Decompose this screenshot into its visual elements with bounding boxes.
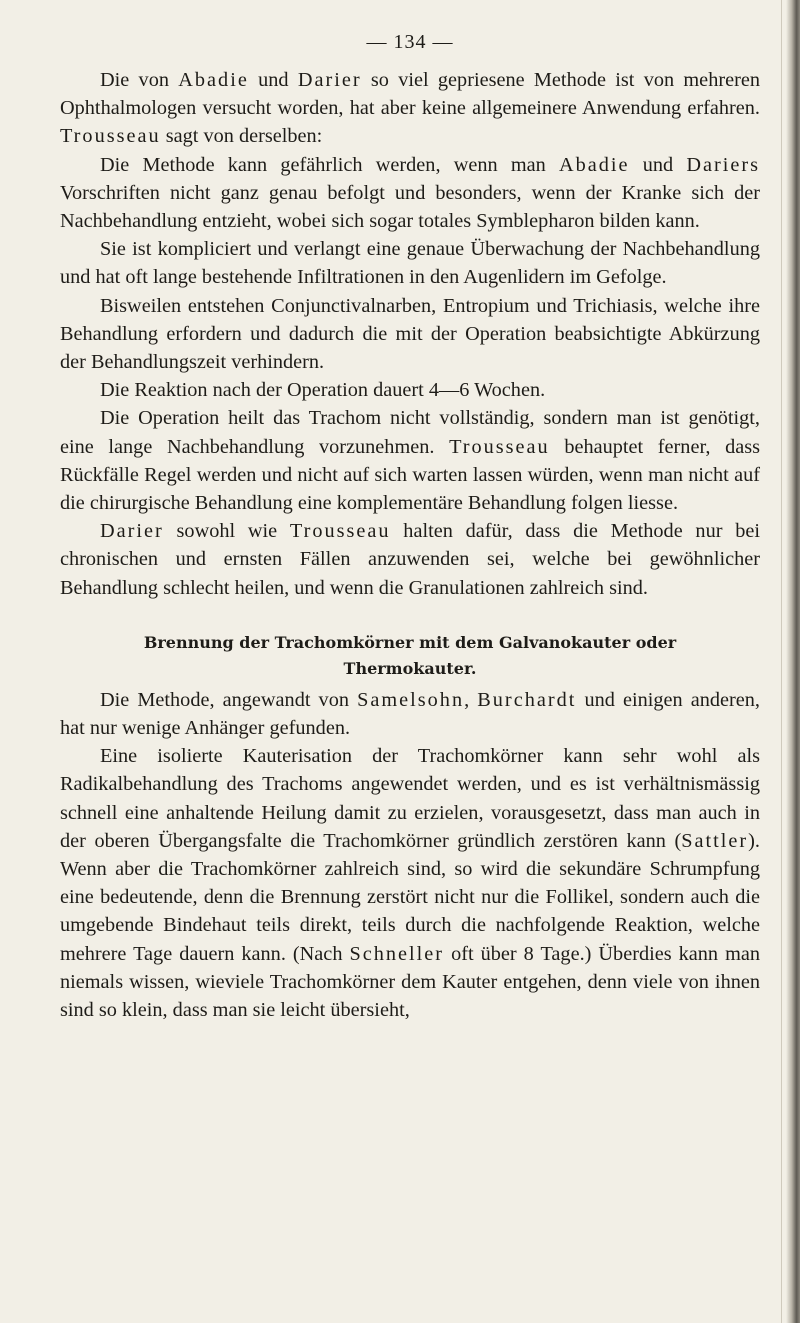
text-run: Vorschriften nicht ganz genau befolgt und besonders, wenn der Kranke sich der Nachbehandlung entzieht, wobei sich sogar totales Symblepharon bilden kann.: [60, 181, 760, 233]
author-name-trousseau: Trousseau: [449, 435, 550, 458]
paragraph-isolated-cauterisation: [60, 742, 760, 1024]
section-heading: [60, 630, 760, 682]
text-run: ). Wenn aber die Trachomkörner zahlreich sind, so wird die sekundäre Schrumpfung eine bedeutende, denn die Brennung zerstört nicht nur die Follikel, sondern auch die umgebende Bindehaut teils direkt, teils durch die nachfolgende Reaktion, welche mehrere Tage dauern kann. (Nach: [60, 829, 760, 965]
paragraph-incomplete-healing: [60, 404, 760, 517]
author-name-schneller: Schneller: [349, 942, 445, 965]
paragraph-abadie-darier-method: [60, 66, 760, 151]
paragraph-complications: Bisweilen entstehen Conjunctivalnarben, Entropium und Trichiasis, welche ihre Behandlung erfordern und dadurch die mit der Operation beabsichtigte Abkürzung der Behandlungszeit verhindern.: [60, 294, 760, 374]
text-run: Eine isolierte Kauterisation der Trachomkörner kann sehr wohl als Radikalbehandlung des Trachoms angewendet werden, und es ist verhältnismässig schnell eine anhaltende Heilung damit zu erzielen, vorausgesetzt, dass man auch in der oberen Übergangsfalte die Trachomkörner gründlich zerstören kann (: [60, 745, 760, 852]
text-run: Die Methode kann gefährlich werden, wenn man: [100, 153, 559, 176]
text-run: oft über 8 Tage.) Überdies kann man niemals wissen, wieviele Trachomkörner dem Kauter entgehen, denn viele von ihnen sind so klein, dass man sie leicht übersieht,: [60, 942, 760, 1022]
section-heading-line: Thermokauter.: [343, 658, 477, 678]
paragraph-indication: [60, 517, 760, 602]
author-name-darier: Darier: [100, 520, 164, 543]
author-name-samelsohn: Samelsohn: [357, 688, 465, 711]
author-name-abadie: Abadie: [178, 69, 249, 91]
author-name-abadie: Abadie: [558, 153, 630, 176]
author-name-trousseau: Trousseau: [289, 520, 391, 543]
text-run: ,: [464, 688, 478, 711]
section-heading-line: Brennung der Trachomkörner mit dem Galvanokauter oder: [143, 632, 677, 652]
author-name-burchardt: Burchardt: [477, 688, 577, 711]
page-number: — 134 —: [366, 31, 454, 53]
text-run: halten dafür, dass die Methode nur bei chronischen und ernsten Fällen anzuwenden sei, welche bei gewöhnlicher Behandlung schlecht heilen, und wenn die Granulationen zahlreich sind.: [60, 520, 760, 599]
text-run: sagt von derselben:: [160, 125, 323, 148]
author-name-darier: Darier: [297, 69, 362, 91]
text-run: sowohl wie: [163, 520, 290, 543]
author-name-trousseau: Trousseau: [60, 125, 161, 148]
paragraph-reaction-duration: Die Reaktion nach der Operation dauert 4—6 Wochen.: [100, 379, 546, 402]
text-run: Die Operation heilt das Trachom nicht vollständig, sondern man ist genötigt, eine lange Nachbehandlung vorzunehmen.: [60, 407, 760, 458]
text-run: und: [248, 69, 298, 91]
paragraph-complicated: Sie ist kompliciert und verlangt eine genaue Überwachung der Nachbehandlung und hat oft lange bestehende Infiltrationen in den Augenlidern im Gefolge.: [60, 238, 760, 289]
text-run: so viel gepriesene Methode ist von mehreren Ophthalmologen versucht worden, hat aber keine allgemeinere Anwendung erfahren.: [60, 69, 760, 120]
page-binding-line: [781, 0, 782, 1323]
text-run: und: [629, 153, 687, 176]
page-binding-edge: [786, 0, 800, 1323]
text-run: Die von: [100, 69, 179, 91]
text-run: behauptet ferner, dass Rückfälle Regel werden und nicht auf sich warten lassen würden, wenn man nicht auf die chirurgische Behandlung eine komplementäre Behandlung folgen liesse.: [60, 435, 761, 515]
book-page: [60, 28, 760, 1024]
paragraph-method-danger: [60, 151, 760, 236]
author-name-dariers: Dariers: [686, 153, 761, 176]
author-name-sattler: Sattler: [681, 829, 749, 852]
text-run: und einigen anderen, hat nur wenige Anhänger gefunden.: [60, 688, 761, 740]
paragraph-galvanokauter-method: [60, 686, 760, 742]
text-run: Die Methode, angewandt von: [100, 688, 358, 711]
